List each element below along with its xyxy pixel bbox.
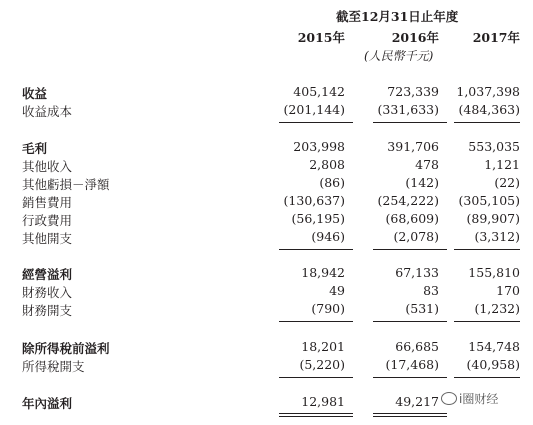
value-2016: (254,222): [377, 193, 439, 208]
subtotal-rule: [454, 321, 520, 322]
row-label: 收益: [22, 86, 48, 101]
total-double-rule-bottom: [279, 416, 353, 417]
value-2017: (22): [494, 175, 520, 190]
row-profit-before-tax: [0, 339, 533, 357]
total-double-rule-top: [373, 413, 447, 414]
value-2017: (3,312): [474, 229, 520, 244]
value-2015: 49: [329, 283, 345, 298]
value-2017: (1,232): [474, 301, 520, 316]
row-gross-profit: [0, 139, 533, 157]
value-2015: 2,808: [309, 157, 345, 172]
row-label: 其他開支: [22, 231, 73, 246]
value-2016: 67,133: [395, 265, 439, 280]
value-2015: 12,981: [301, 394, 345, 409]
value-2017: 1,037,398: [456, 84, 520, 99]
row-label: 其他虧損－淨額: [22, 177, 110, 192]
row-label: 財務開支: [22, 303, 73, 318]
row-label: 其他收入: [22, 159, 73, 174]
row-label: 年內溢利: [22, 396, 73, 411]
value-2016: (331,633): [377, 102, 439, 117]
year-header-2015: 2015年: [297, 30, 345, 45]
value-2015: (130,637): [283, 193, 345, 208]
row-revenue: [0, 84, 533, 102]
row-label: 毛利: [22, 141, 48, 156]
value-2015: 18,942: [301, 265, 345, 280]
value-2015: 405,142: [293, 84, 345, 99]
value-2017: (40,958): [466, 357, 520, 372]
watermark-text: i圈财经: [459, 392, 499, 406]
row-finance-costs: [0, 301, 533, 319]
value-2017: 553,035: [468, 139, 520, 154]
row-label: 經營溢利: [22, 267, 73, 282]
row-label: 收益成本: [22, 104, 73, 119]
row-selling-expenses: [0, 193, 533, 211]
value-2015: (56,195): [291, 211, 345, 226]
subtotal-rule: [279, 249, 353, 250]
period-header: 截至12月31日止年度: [336, 9, 459, 24]
row-finance-income: [0, 283, 533, 301]
value-2015: (790): [311, 301, 345, 316]
value-2016: 49,217: [395, 394, 439, 409]
value-2016: 391,706: [387, 139, 439, 154]
year-header-2017: 2017年: [472, 30, 520, 45]
subtotal-rule: [454, 122, 520, 123]
subtotal-rule: [279, 122, 353, 123]
value-2016: (142): [405, 175, 439, 190]
row-other-income: [0, 157, 533, 175]
value-2016: 66,685: [395, 339, 439, 354]
value-2015: (946): [311, 229, 345, 244]
value-2016: (2,078): [393, 229, 439, 244]
row-operating-profit: [0, 265, 533, 283]
subtotal-rule: [279, 377, 353, 378]
subtotal-rule: [454, 377, 520, 378]
value-2017: 154,748: [468, 339, 520, 354]
subtotal-rule: [373, 321, 447, 322]
value-2017: 1,121: [484, 157, 520, 172]
value-2016: 478: [415, 157, 439, 172]
row-cost-of-revenue: [0, 102, 533, 120]
row-label: 除所得稅前溢利: [22, 341, 110, 356]
value-2016: 83: [423, 283, 439, 298]
value-2017: (484,363): [458, 102, 520, 117]
watermark: [441, 390, 498, 407]
value-2016: (17,468): [385, 357, 439, 372]
subtotal-rule: [373, 249, 447, 250]
value-2016: 723,339: [387, 84, 439, 99]
row-label: 所得稅開支: [22, 359, 85, 374]
value-2017: 170: [496, 283, 520, 298]
row-label: 財務收入: [22, 285, 73, 300]
subtotal-rule: [279, 321, 353, 322]
row-label: 銷售費用: [22, 195, 73, 210]
total-double-rule-bottom: [373, 416, 447, 417]
row-income-tax: [0, 357, 533, 375]
value-2015: (86): [319, 175, 345, 190]
row-other-losses-net: [0, 175, 533, 193]
subtotal-rule: [373, 377, 447, 378]
row-admin-expenses: [0, 211, 533, 229]
wechat-icon: [441, 392, 457, 405]
value-2015: (5,220): [299, 357, 345, 372]
value-2016: (531): [405, 301, 439, 316]
value-2017: (89,907): [466, 211, 520, 226]
value-2016: (68,609): [385, 211, 439, 226]
currency-unit: (人民幣千元): [364, 49, 434, 63]
total-double-rule-top: [279, 413, 353, 414]
value-2015: 203,998: [293, 139, 345, 154]
row-label: 行政費用: [22, 213, 73, 228]
row-other-expenses: [0, 229, 533, 247]
value-2015: 18,201: [301, 339, 345, 354]
subtotal-rule: [373, 122, 447, 123]
subtotal-rule: [454, 249, 520, 250]
value-2015: (201,144): [283, 102, 345, 117]
year-header-2016: 2016年: [391, 30, 439, 45]
value-2017: (305,105): [458, 193, 520, 208]
value-2017: 155,810: [468, 265, 520, 280]
